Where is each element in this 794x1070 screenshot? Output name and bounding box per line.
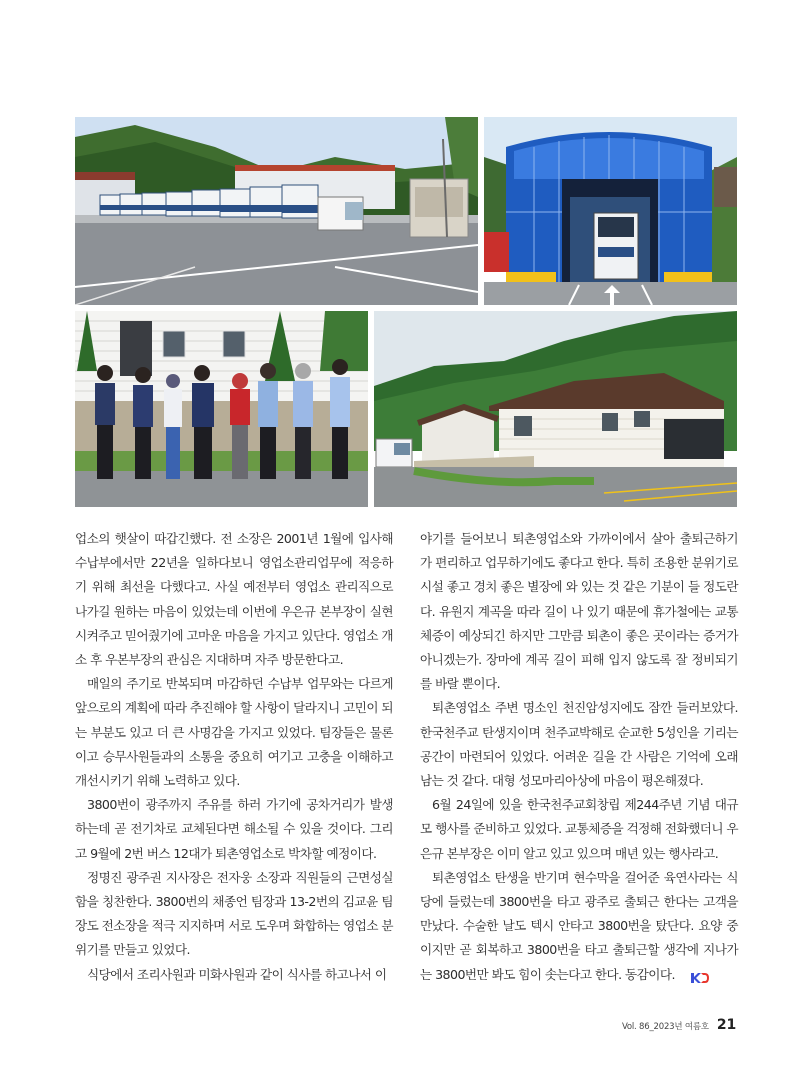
article-column-right: [420, 527, 738, 987]
paragraph: [420, 866, 738, 987]
paragraph: 3800번이 광주까지 주유를 하러 가기에 공차거리가 발생하는데 곧 전기차로 교체된다면 해소될 수 있을 것이다. 그리고 9월에 2번 버스 12대가 퇴촌영업소로 박차할 예정이다.: [75, 797, 393, 861]
page-footer: [622, 1017, 736, 1033]
rest-house-photo: [374, 311, 737, 507]
bus-wash-station-photo: [484, 117, 737, 305]
issue-label: Vol. 86_2023년 여름호: [621, 1022, 709, 1032]
paragraph: 매일의 주기로 반복되며 마감하던 수납부 업무와는 다르게 앞으로의 계획에 따라 추진해야 할 사항이 달라지니 고민이 되는 부분도 있고 더 큰 사명감을 가지고 있었다. 팀장들은 물론이고 승무사원들과의 소통을 중요히 여기고 고충을 이해하고 개선시키기 위해 노력하고 있다.: [75, 676, 394, 789]
paragraph: 퇴촌영업소 주변 명소인 천진암성지에도 잠깐 들러보았다. 한국천주교 탄생지이며 천주교박해로 순교한 5성인을 기리는 공간이 마련되어 있었다. 어려운 길을 간 사람은 기억에 오래 남는 것 같다. 대형 성모마리아상에 마음이 평온해졌다.: [420, 700, 738, 789]
article-column-left: [75, 527, 393, 987]
paragraph-text: 퇴촌영업소 탄생을 반기며 현수막을 걸어준 육연사라는 식당에 들렀는데 3800번을 타고 광주로 출퇴근 한다는 고객을 만났다. 수술한 날도 텍시 안타고 3800번을 탔단다. 요양 중이지만 곧 회복하고 3800번을 타고 출퇴근할 생각에 지나가는 3800번만 봐도 힘이 솟는다고 한다. 동감이다.: [420, 869, 738, 982]
paragraph: 야기를 들어보니 퇴촌영업소와 가까이에서 살아 출퇴근하기가 편리하고 업무하기에도 좋다고 한다. 특히 조용한 분위기로 시설 좋고 경치 좋은 별장에 와 있는 것 같은 기분이 들 정도란다. 유원지 계곡을 따라 길이 나 있기 때문에 휴가철에는 교통체증이 예상되긴 하지만 그만큼 퇴촌이 좋은 곳이라는 증거가 아니겠는가. 장마에 계곡 길이 피해 입지 않도록 잘 정비되기를 바랄 뿐이다.: [420, 531, 739, 692]
paragraph: 6월 24일에 있을 한국천주교회창립 제244주년 기념 대규모 행사를 준비하고 있었다. 교통체증을 걱정해 전화했더니 우은규 본부장은 이미 알고 있고 있으며 매년 있는 행사라고.: [420, 797, 739, 861]
paragraph: 업소의 햇살이 따갑긴했다. 전 소장은 2001년 1월에 입사해 수납부에서만 22년을 일하다보니 영업소관리업무에 적응하기 위해 최선을 다했다고. 사실 예전부터 영업소 관리직으로 나가길 원하는 마음이 있었는데 이번에 우은규 본부장이 실현시켜주고 믿어줬기에 고마운 마음을 가지고 있단다. 영업소 개소 후 우본부장의 관심은 지대하며 자주 방문한다고.: [75, 531, 394, 668]
bus-depot-photo: [75, 117, 478, 305]
page-number: 21: [716, 1017, 736, 1033]
paragraph: 식당에서 조리사원과 미화사원과 같이 식사를 하고나서 이: [87, 966, 387, 982]
kd-logo-icon: [678, 968, 698, 980]
staff-group-photo: [75, 311, 368, 507]
paragraph: 정명진 광주권 지사장은 전자웅 소장과 직원들의 근면성실함을 칭찬한다. 3800번의 채종언 팀장과 13-2번의 김교윤 팀장도 전소장을 적극 지지하며 서로 도우며 화합하는 영업소 분위기를 만들고 있었다.: [75, 869, 394, 958]
